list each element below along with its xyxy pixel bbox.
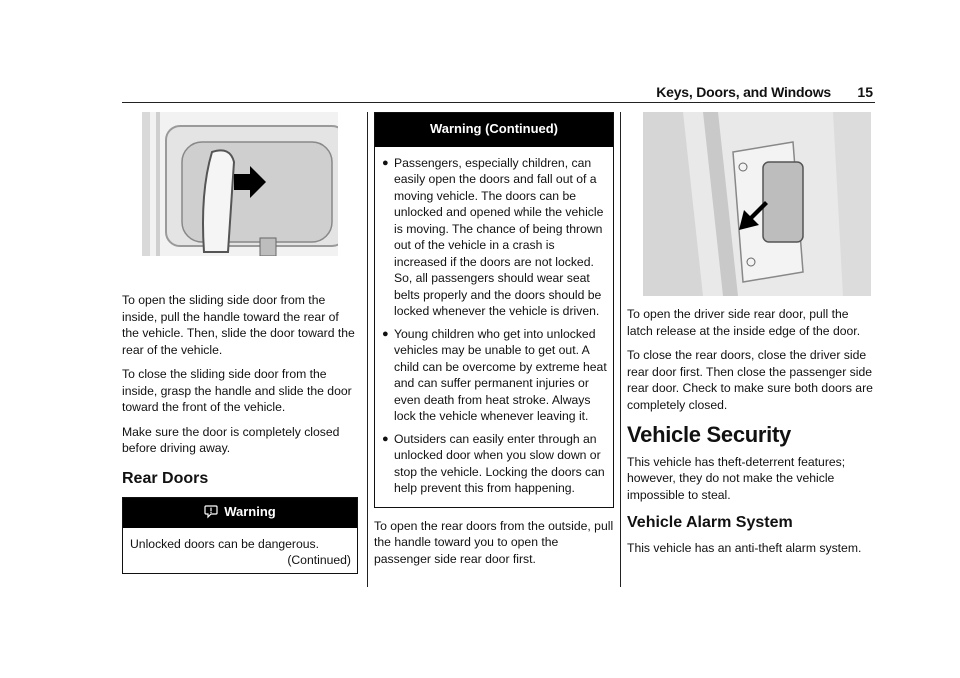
warning-bullet bbox=[382, 431, 607, 497]
bullet-icon: ● bbox=[382, 327, 389, 340]
paragraph-close-rear: To close the rear doors, close the driver side rear door first. Then close the passenger side rear door. Check to make sure both doors are completely closed. bbox=[627, 348, 873, 412]
paragraph-open-rear: To open the rear doors from the outside, pull the handle toward you to open the passenger side rear door first. bbox=[374, 518, 614, 566]
warning-bullet bbox=[382, 155, 607, 320]
column-divider-1 bbox=[367, 112, 368, 587]
paragraph-make-sure: Make sure the door is completely closed before driving away. bbox=[122, 424, 340, 455]
paragraph-theft-deterrent: This vehicle has theft-deterrent features; however, they do not make the vehicle impossible to steal. bbox=[627, 454, 846, 502]
paragraph-close-sliding: To close the sliding side door from the inside, grasp the handle and slide the door toward the front of the vehicle. bbox=[122, 367, 352, 414]
column-divider-2 bbox=[620, 112, 621, 587]
running-header bbox=[122, 84, 875, 103]
warning-continued-body bbox=[375, 147, 613, 507]
warning-continued-header bbox=[375, 113, 613, 147]
warning-speech-icon bbox=[204, 505, 218, 519]
warning-continued-box bbox=[374, 112, 614, 508]
section-title: Keys, Doors, and Windows bbox=[656, 84, 831, 100]
sliding-door-handle-illustration bbox=[142, 112, 338, 256]
column-middle bbox=[374, 112, 614, 575]
heading-rear-doors: Rear Doors bbox=[122, 469, 209, 487]
paragraph-open-driver-rear: To open the driver side rear door, pull the latch release at the inside edge of the door. bbox=[627, 307, 861, 338]
warning-continued-title: Warning (Continued) bbox=[429, 121, 559, 136]
bullet-text: Young children who get into unlocked vehicles may be unable to get out. A child can be overcome by extreme heat and can suffer permanent injuries or even death from heat stroke. Always lock the vehicle whenever leaving it. bbox=[394, 326, 607, 423]
column-right bbox=[627, 112, 877, 564]
paragraph-open-sliding: To open the sliding side door from the inside, pull the handle toward the rear of the vehicle. Then, slide the door toward the rear of the vehicle. bbox=[122, 293, 355, 357]
bullet-icon: ● bbox=[382, 432, 389, 445]
warning-bullet bbox=[382, 326, 607, 425]
column-left bbox=[122, 112, 358, 574]
warning-text: Unlocked doors can be dangerous. bbox=[130, 536, 320, 551]
bullet-text: Outsiders can easily enter through an unlocked door when you slow down or stop the vehicle. Locking the doors can help prevent this from happening. bbox=[394, 431, 605, 495]
bullet-text: Passengers, especially children, can easily open the doors and fall out of a moving vehicle. The doors can be unlocked and opened while the vehicle is moving. The chance of being thrown out of the vehicle in a crash is increased if the doors are not locked. So, all passengers should wear seat belts properly and the doors should be locked whenever the vehicle is driven. bbox=[394, 155, 604, 318]
warning-header bbox=[123, 498, 357, 528]
warning-body bbox=[123, 528, 357, 573]
continued-label: (Continued) bbox=[287, 553, 351, 567]
warning-box bbox=[122, 497, 358, 574]
rear-door-latch-illustration bbox=[643, 112, 871, 296]
warning-title: Warning bbox=[224, 504, 276, 519]
heading-vehicle-security: Vehicle Security bbox=[627, 422, 791, 447]
page-number: 15 bbox=[857, 84, 873, 100]
bullet-icon: ● bbox=[382, 156, 389, 169]
paragraph-alarm: This vehicle has an anti-theft alarm system. bbox=[627, 540, 862, 555]
heading-vehicle-alarm-system: Vehicle Alarm System bbox=[627, 514, 793, 531]
